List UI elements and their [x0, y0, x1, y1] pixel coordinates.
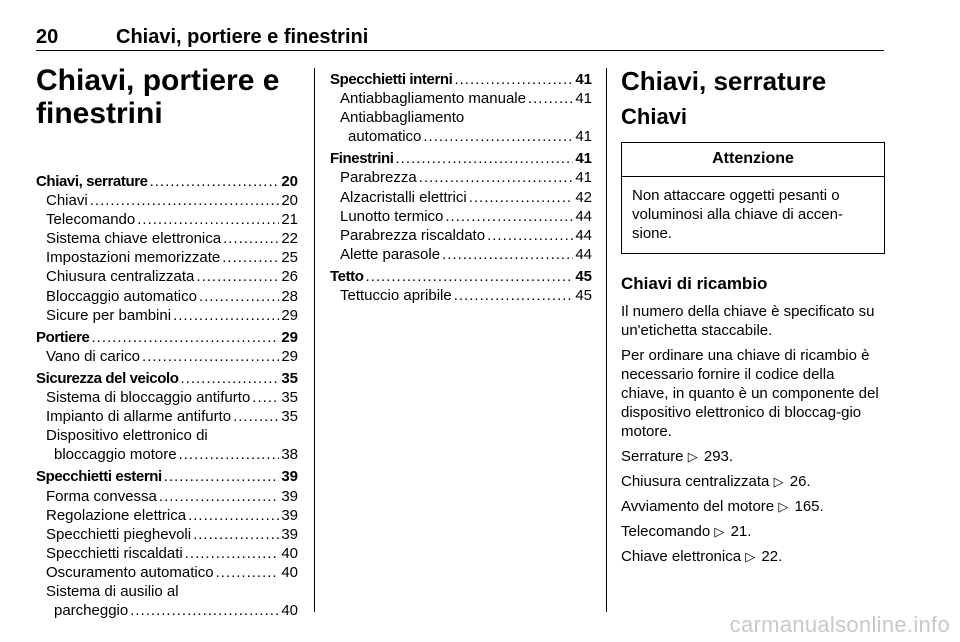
dot-leader — [419, 168, 574, 187]
toc-entry[interactable] — [36, 582, 298, 601]
toc-page-number: 29 — [281, 306, 298, 324]
paragraph: Il numero della chiave è specificato su un'etichetta staccabile. — [621, 303, 875, 339]
toc-page-number: 20 — [281, 173, 298, 190]
reference-page: 26. — [789, 473, 811, 490]
toc-section-entry[interactable] — [330, 267, 592, 286]
dot-leader — [396, 149, 574, 168]
toc-entry-label: Lunotto termico — [340, 207, 444, 225]
dot-leader — [137, 210, 279, 229]
toc-entry[interactable] — [36, 267, 298, 286]
reference-page: 22. — [761, 548, 783, 565]
toc-entry[interactable] — [36, 210, 298, 229]
toc-entry[interactable] — [330, 245, 592, 264]
toc-entry-label: Tetto — [330, 267, 364, 285]
column-divider — [314, 68, 315, 612]
toc-page-number: 21 — [281, 211, 298, 229]
toc-section-entry[interactable] — [36, 467, 298, 486]
toc-page-number: 20 — [281, 192, 298, 210]
toc-entry[interactable] — [36, 601, 298, 620]
reference-page: 165. — [794, 498, 824, 515]
dot-leader — [142, 347, 279, 366]
dot-leader — [188, 506, 279, 525]
toc-page-number: 44 — [575, 226, 592, 244]
dot-leader — [179, 445, 280, 464]
dot-leader — [487, 226, 573, 245]
toc-entry-label: Impianto di allarme antifurto — [46, 408, 232, 426]
dot-leader — [92, 328, 280, 347]
reference-label: Chiusura centralizzata — [621, 473, 770, 490]
notice-heading: Attenzione — [622, 143, 884, 177]
toc-entry-label: Vano di carico — [46, 347, 140, 365]
cross-reference[interactable] — [621, 472, 886, 491]
toc-entry-label: Oscuramento automatico — [46, 563, 214, 581]
toc-page-number: 41 — [575, 169, 592, 187]
toc-page-number: 35 — [281, 408, 298, 426]
toc-page-number: 39 — [281, 468, 298, 486]
toc-entry[interactable] — [36, 445, 298, 464]
toc-entry-label: automatico — [348, 128, 422, 146]
toc-entry[interactable] — [36, 544, 298, 563]
toc-entry-label: Forma convessa — [46, 487, 157, 505]
toc-page-number: 39 — [281, 487, 298, 505]
toc-entry[interactable] — [36, 563, 298, 582]
toc-entry-label: parcheggio — [54, 602, 129, 620]
toc-entry-label: Antiabbagliamento manuale — [340, 90, 526, 108]
toc-entry-label: Portiere — [36, 328, 90, 346]
toc-page-number: 41 — [575, 128, 592, 146]
dot-leader — [216, 563, 280, 582]
content-column — [621, 66, 886, 572]
toc-entry[interactable] — [330, 127, 592, 146]
cross-reference[interactable] — [621, 497, 886, 516]
dot-leader — [196, 267, 279, 286]
spare-keys-heading: Chiavi di ricambio — [621, 274, 768, 293]
toc-entry-label: Impostazioni memorizzate — [46, 249, 221, 267]
running-title: Chiavi, portiere e finestrini — [116, 26, 369, 48]
toc-entry[interactable] — [330, 286, 592, 305]
reference-arrow-icon: ▷ — [714, 524, 725, 539]
toc-section-entry[interactable] — [330, 149, 592, 168]
toc-entry-label: Specchietti esterni — [36, 468, 162, 486]
watermark: carmanualsonline.info — [729, 612, 950, 637]
toc-entry[interactable] — [330, 108, 592, 127]
dot-leader — [130, 601, 279, 620]
toc-entry-label: Parabrezza — [340, 169, 417, 187]
notice-box — [621, 142, 885, 254]
dot-leader — [90, 191, 280, 210]
toc-page-number: 39 — [281, 525, 298, 543]
toc-entry-label: Specchietti pieghevoli — [46, 525, 192, 543]
toc-entry[interactable] — [36, 191, 298, 210]
reference-page: 21. — [730, 523, 752, 540]
toc-entry[interactable] — [36, 306, 298, 325]
toc-entry-label: Chiavi — [46, 192, 88, 210]
toc-page-number: 38 — [281, 446, 298, 464]
column-divider — [606, 68, 607, 612]
dot-leader — [185, 544, 280, 563]
toc-entry-label: Specchietti riscaldati — [46, 544, 183, 562]
dot-leader — [442, 245, 573, 264]
dot-leader — [252, 388, 279, 407]
toc-page-number: 29 — [281, 347, 298, 365]
toc-page-number: 26 — [281, 268, 298, 286]
toc-page-number: 40 — [281, 544, 298, 562]
section-title: Chiavi, serrature — [621, 66, 827, 96]
reference-arrow-icon: ▷ — [773, 474, 784, 489]
page-number: 20 — [36, 26, 59, 48]
toc-entry-label: Finestrini — [330, 150, 394, 168]
page-header — [36, 26, 884, 51]
dot-leader — [423, 127, 573, 146]
dot-leader — [454, 286, 574, 305]
dot-leader — [199, 287, 279, 306]
dot-leader — [469, 188, 574, 207]
toc-page-number: 41 — [575, 90, 592, 108]
dot-leader — [233, 407, 279, 426]
toc-entry-label: Chiusura centralizzata — [46, 268, 195, 286]
toc-entry-label: Antiabbagliamento — [340, 109, 465, 127]
toc-entry[interactable] — [36, 248, 298, 267]
toc-page-number: 44 — [575, 207, 592, 225]
toc-page-number: 29 — [281, 328, 298, 346]
toc-entry-label: Alzacristalli elettrici — [340, 188, 467, 206]
toc-entry[interactable] — [330, 207, 592, 226]
reference-label: Chiave elettronica — [621, 548, 742, 565]
toc-page-number: 28 — [281, 287, 298, 305]
toc-entry-label: bloccaggio motore — [54, 446, 177, 464]
toc-entry-label: Parabrezza riscaldato — [340, 226, 486, 244]
dot-leader — [193, 525, 279, 544]
chapter-title: Chiavi, portiere e finestrini — [36, 64, 280, 130]
toc-page-number: 35 — [281, 369, 298, 387]
toc-entry[interactable] — [36, 525, 298, 544]
toc-entry-label: Sistema di bloccaggio antifurto — [46, 389, 251, 407]
dot-leader — [164, 467, 280, 486]
toc-entry[interactable] — [36, 388, 298, 407]
toc-entry-label: Sicure per bambini — [46, 306, 172, 324]
toc-entry[interactable] — [36, 229, 298, 248]
toc-page-number: 40 — [281, 602, 298, 620]
dot-leader — [222, 248, 279, 267]
toc-page-number: 39 — [281, 506, 298, 524]
cross-reference[interactable] — [621, 547, 886, 566]
toc-entry-label: Sistema chiave elettronica — [46, 230, 222, 248]
toc-entry[interactable] — [36, 347, 298, 366]
toc-entry-label: Sistema di ausilio al — [46, 582, 179, 600]
toc-entry-label: Specchietti interni — [330, 71, 453, 88]
toc-section-entry[interactable] — [36, 172, 298, 191]
toc-page-number: 35 — [281, 389, 298, 407]
cross-reference[interactable] — [621, 447, 886, 466]
dot-leader — [366, 267, 574, 286]
subsection-title: Chiavi — [621, 104, 688, 129]
toc-entry[interactable] — [330, 188, 592, 207]
toc-page-number: 42 — [575, 188, 592, 206]
toc-column-2 — [330, 70, 592, 305]
reference-arrow-icon: ▷ — [687, 449, 698, 464]
dot-leader — [181, 369, 280, 388]
reference-label: Telecomando — [621, 523, 711, 540]
toc-entry-label: Bloccaggio automatico — [46, 287, 197, 305]
dot-leader — [528, 89, 573, 108]
toc-entry[interactable] — [330, 226, 592, 245]
reference-arrow-icon: ▷ — [745, 549, 756, 564]
toc-entry[interactable] — [36, 487, 298, 506]
toc-entry-label: Alette parasole — [340, 245, 441, 263]
toc-page-number: 45 — [575, 287, 592, 305]
dot-leader — [445, 207, 573, 226]
toc-page-number: 22 — [281, 230, 298, 248]
notice-text: Non attaccare oggetti pesanti o voluminosi alla chiave di accen-sione. — [632, 187, 843, 242]
toc-column-1 — [36, 172, 298, 620]
cross-reference[interactable] — [621, 522, 886, 541]
dot-leader — [454, 70, 573, 89]
toc-page-number: 40 — [281, 563, 298, 581]
toc-entry-label: Dispositivo elettronico di — [46, 427, 208, 445]
cross-references — [621, 447, 886, 566]
toc-page-number: 25 — [281, 249, 298, 267]
reference-page: 293. — [703, 448, 734, 465]
toc-section-entry[interactable] — [36, 328, 298, 347]
reference-label: Serrature — [621, 448, 684, 465]
toc-entry[interactable] — [36, 426, 298, 445]
toc-page-number: 41 — [575, 71, 592, 88]
toc-entry-label: Sicurezza del veicolo — [36, 369, 179, 387]
toc-entry[interactable] — [36, 506, 298, 525]
toc-section-entry[interactable] — [36, 369, 298, 388]
toc-page-number: 44 — [575, 245, 592, 263]
dot-leader — [173, 306, 279, 325]
toc-entry-label: Chiavi, serrature — [36, 173, 148, 190]
toc-entry[interactable] — [36, 407, 298, 426]
dot-leader — [159, 487, 279, 506]
dot-leader — [223, 229, 279, 248]
toc-entry-label: Tettuccio apribile — [340, 287, 452, 305]
reference-arrow-icon: ▷ — [778, 499, 789, 514]
reference-label: Avviamento del motore — [621, 498, 775, 515]
toc-section-entry[interactable] — [330, 70, 592, 89]
toc-entry[interactable] — [330, 89, 592, 108]
dot-leader — [150, 172, 280, 191]
toc-entry[interactable] — [330, 168, 592, 187]
toc-entry-label: Regolazione elettrica — [46, 506, 187, 524]
toc-page-number: 45 — [575, 267, 592, 285]
toc-entry-label: Telecomando — [46, 211, 136, 229]
toc-entry[interactable] — [36, 287, 298, 306]
toc-page-number: 41 — [575, 150, 592, 168]
paragraph: Per ordinare una chiave di ricambio è necessario fornire il codice della chiave, in quanto è un componente del dispositivo elettronico di bloccag-gio motore. — [621, 347, 879, 440]
